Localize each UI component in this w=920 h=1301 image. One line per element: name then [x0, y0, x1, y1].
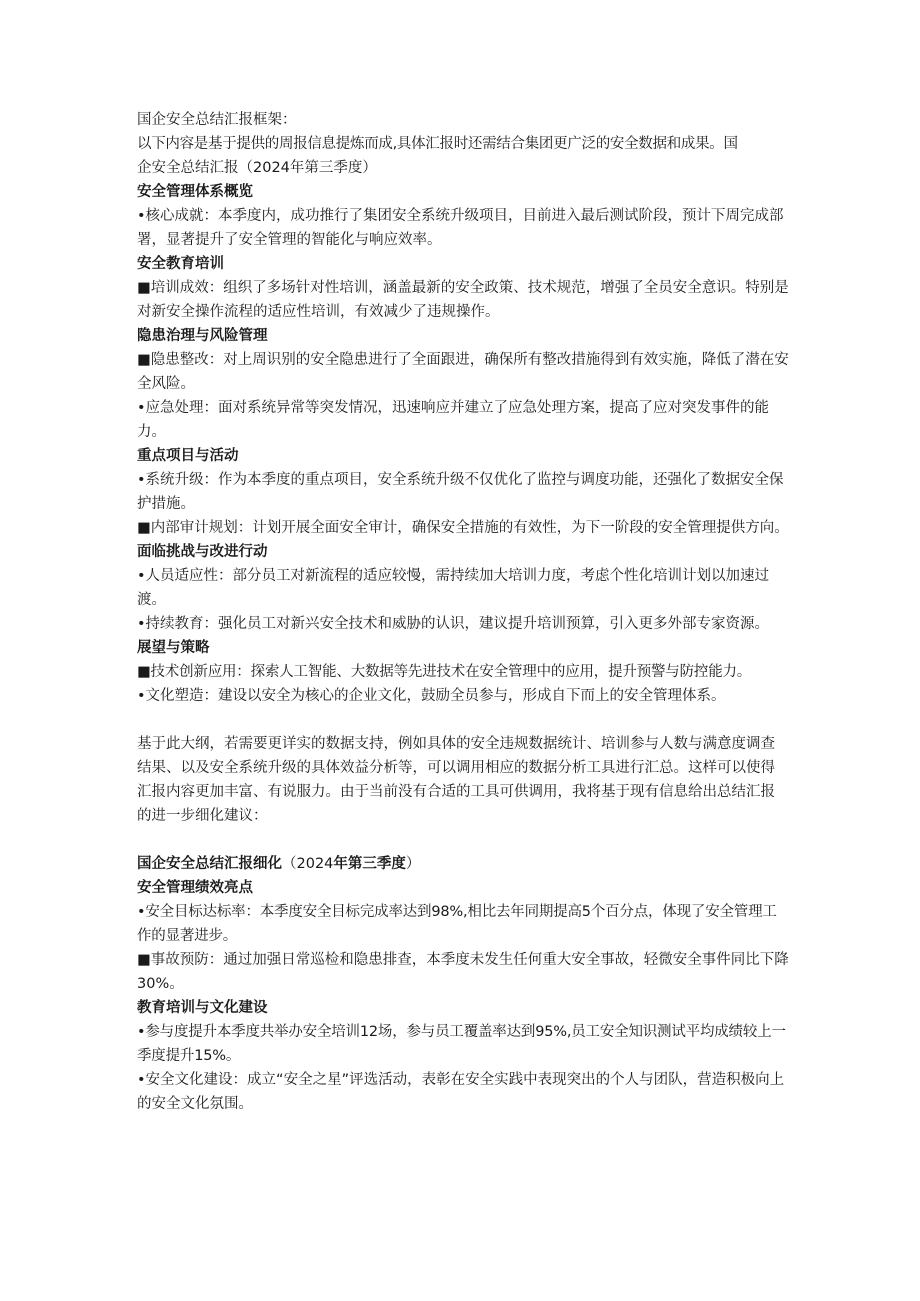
list-item: ■隐患整改：对上周识别的安全隐患进行了全面跟进，确保所有整改措施得到有效实施，降低了潜在安全风险。	[137, 352, 789, 392]
section-heading: 隐患治理与风险管理	[137, 328, 268, 344]
detail-title-main: 国企安全总结汇报细化	[137, 856, 282, 872]
document-body	[137, 108, 789, 1116]
intro-line-2: 企安全总结汇报（2024年第三季度）	[137, 160, 377, 176]
list-item: •应急处理：面对系统异常等突发情况，迅速响应并建立了应急处理方案，提高了应对突发事件的能力。	[137, 400, 770, 440]
list-item: •核心成就：本季度内，成功推行了集团安全系统升级项目，目前进入最后测试阶段，预计下周完成部署，显著提升了安全管理的智能化与响应效率。	[137, 208, 784, 248]
list-item: •持续教育：强化员工对新兴安全技术和威胁的认识，建议提升培训预算，引入更多外部专家资源。	[137, 616, 770, 632]
list-item: •安全目标达标率：本季度安全目标完成率达到98%,相比去年同期提高5个百分点，体现了安全管理工作的显著进步。	[137, 904, 777, 944]
section-heading: 展望与策略	[137, 640, 210, 656]
detail-title-quarter: 年第三季度	[333, 856, 406, 872]
list-item: ■培训成效：组织了多场针对性培训，涵盖最新的安全政策、技术规范，增强了全员安全意识。特别是对新安全操作流程的适应性培训，有效减少了违规操作。	[137, 280, 789, 320]
list-item: •文化塑造：建设以安全为核心的企业文化，鼓励全员参与，形成自下而上的安全管理体系。	[137, 688, 726, 704]
list-item: •参与度提升本季度共举办安全培训12场，参与员工覆盖率达到95%,员工安全知识测试平均成绩较上一季度提升15%。	[137, 1024, 786, 1064]
list-item: •安全文化建设：成立“安全之星”评选活动，表彰在安全实践中表现突出的个人与团队，营造积极向上的安全文化氛围。	[137, 1072, 785, 1112]
section-heading: 重点项目与活动	[137, 448, 239, 464]
section-heading: 面临挑战与改进行动	[137, 544, 268, 560]
intro-line-1: 以下内容是基于提供的周报信息提炼而成,具体汇报时还需结合集团更广泛的安全数据和成果。国	[137, 136, 738, 152]
document-title-line: 国企安全总结汇报框架：	[137, 112, 297, 128]
section-heading: 安全教育培训	[137, 256, 224, 272]
section-heading: 教育培训与文化建设	[137, 1000, 268, 1016]
list-item: •人员适应性：部分员工对新流程的适应较慢，需持续加大培训力度，考虑个性化培训计划以加速过渡。	[137, 568, 770, 608]
detail-title-paren-close: ）	[405, 856, 421, 872]
list-item: ■技术创新应用：探索人工智能、大数据等先进技术在安全管理中的应用，提升预警与防控能力。	[137, 664, 752, 680]
section-heading: 安全管理体系概览	[137, 184, 253, 200]
paragraph-spacer	[137, 708, 789, 732]
detail-title-year: 2024	[296, 856, 334, 872]
detail-title	[137, 852, 789, 876]
paragraph-spacer	[137, 828, 789, 852]
list-item: ■内部审计规划：计划开展全面安全审计，确保安全措施的有效性，为下一阶段的安全管理提供方向。	[137, 520, 789, 536]
summary-paragraph: 基于此大纲，若需要更详实的数据支持，例如具体的安全违规数据统计、培训参与人数与满意度调查结果、以及安全系统升级的具体效益分析等，可以调用相应的数据分析工具进行汇总。这样可以使得汇报内容更加丰富、有说服力。由于当前没有合适的工具可供调用，我将基于现有信息给出总结汇报的进一步细化建议：	[137, 736, 775, 824]
list-item: ■事故预防：通过加强日常巡检和隐患排查，本季度未发生任何重大安全事故，轻微安全事件同比下降30%。	[137, 952, 789, 992]
list-item: •系统升级：作为本季度的重点项目，安全系统升级不仅优化了监控与调度功能，还强化了数据安全保护措施。	[137, 472, 784, 512]
section-heading: 安全管理绩效亮点	[137, 880, 253, 896]
detail-title-paren-open: （	[282, 856, 297, 872]
